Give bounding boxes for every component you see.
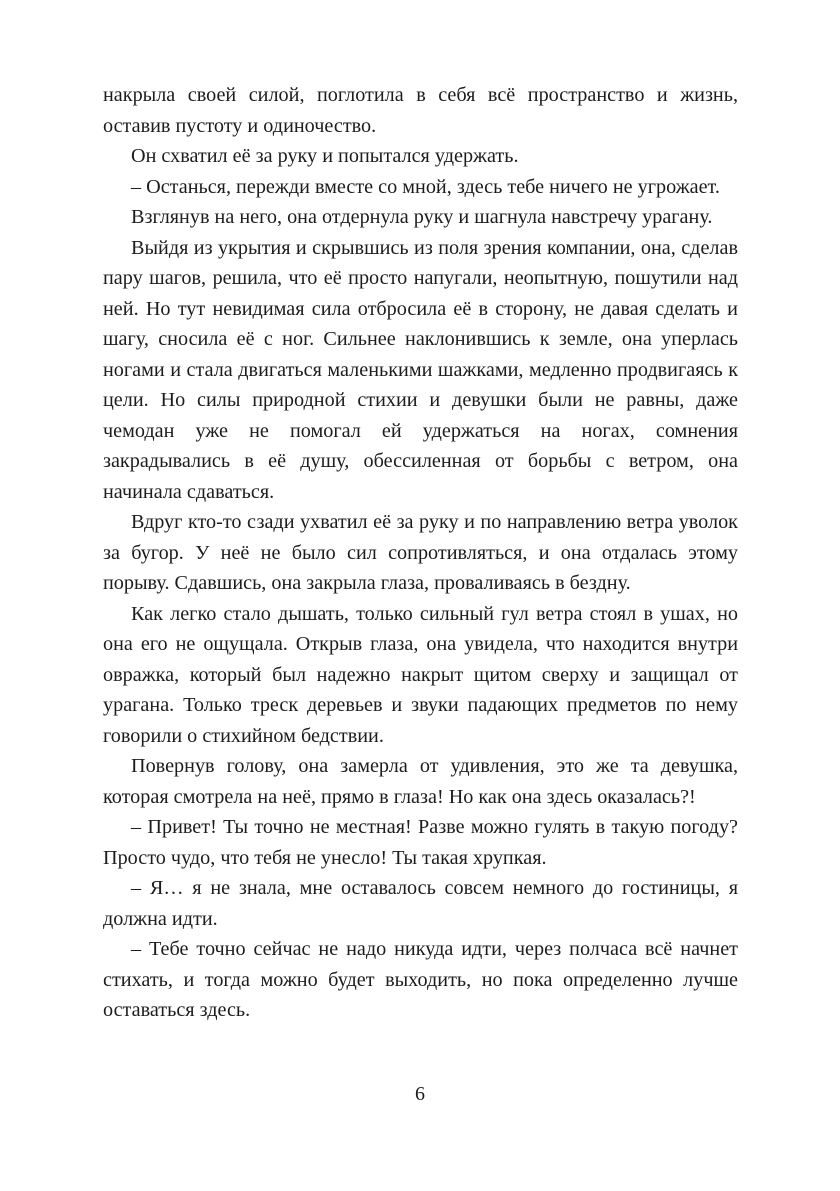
paragraph: – Останься, пережди вместе со мной, здесь тебе ничего не угрожает. — [131, 175, 720, 198]
paragraph: Взглянув на него, она отдернула руку и шагнула навстречу урагану. — [131, 206, 713, 228]
paragraph: – Привет! Ты точно не местная! Разве можно гулять в такую погоду? Просто чудо, что тебя не унесло! Ты такая хрупкая. — [103, 816, 738, 869]
page-number: 6 — [415, 1083, 425, 1105]
page-body — [103, 80, 738, 1026]
paragraph: накрыла своей силой, поглотила в себя всё пространство и жизнь, оставив пустоту и одиночество. — [103, 84, 738, 137]
paragraph: Он схватил её за руку и попытался удержать. — [131, 145, 519, 167]
paragraph: Как легко стало дышать, только сильный гул ветра стоял в ушах, но она его не ощущала. Открыв глаза, она увидела, что находится внутри овражка, который был надежно накрыт щитом сверху и защищал от урагана. Только треск деревьев и звуки падающих предметов по нему говорили о стихийном бедствии. — [103, 602, 738, 747]
paragraph: – Тебе точно сейчас не надо никуда идти, через полчаса всё начнет стихать, и тогда можно будет выходить, но пока определенно лучше оставаться здесь. — [103, 938, 738, 1021]
paragraph: Вдруг кто-то сзади ухватил её за руку и по направлению ветра уволок за бугор. У неё не было сил сопротивляться, и она отдалась этому порыву. Сдавшись, она закрыла глаза, проваливаясь в бездну. — [103, 511, 738, 594]
paragraph: – Я… я не знала, мне оставалось совсем немного до гостиницы, я должна идти. — [103, 877, 738, 930]
paragraph: Повернув голову, она замерла от удивления, это же та девушка, которая смотрела на неё, прямо в глаза! Но как она здесь оказалась?! — [103, 755, 738, 808]
paragraph: Выйдя из укрытия и скрывшись из поля зрения компании, она, сделав пару шагов, решила, что её просто напугали, неопытную, пошутили над ней. Но тут невидимая сила отбросила её в сторону, не давая сделать и шагу, сносила её с ног. Сильнее наклонившись к земле, она уперлась ногами и стала двигаться маленькими шажками, медленно продвигаясь к цели. Но силы природной стихии и девушки были не равны, даже чемодан уже не помогал ей удержаться на ногах, сомнения закрадывались в её душу, обессиленная от борьбы с ветром, она начинала сдаваться. — [103, 236, 738, 503]
